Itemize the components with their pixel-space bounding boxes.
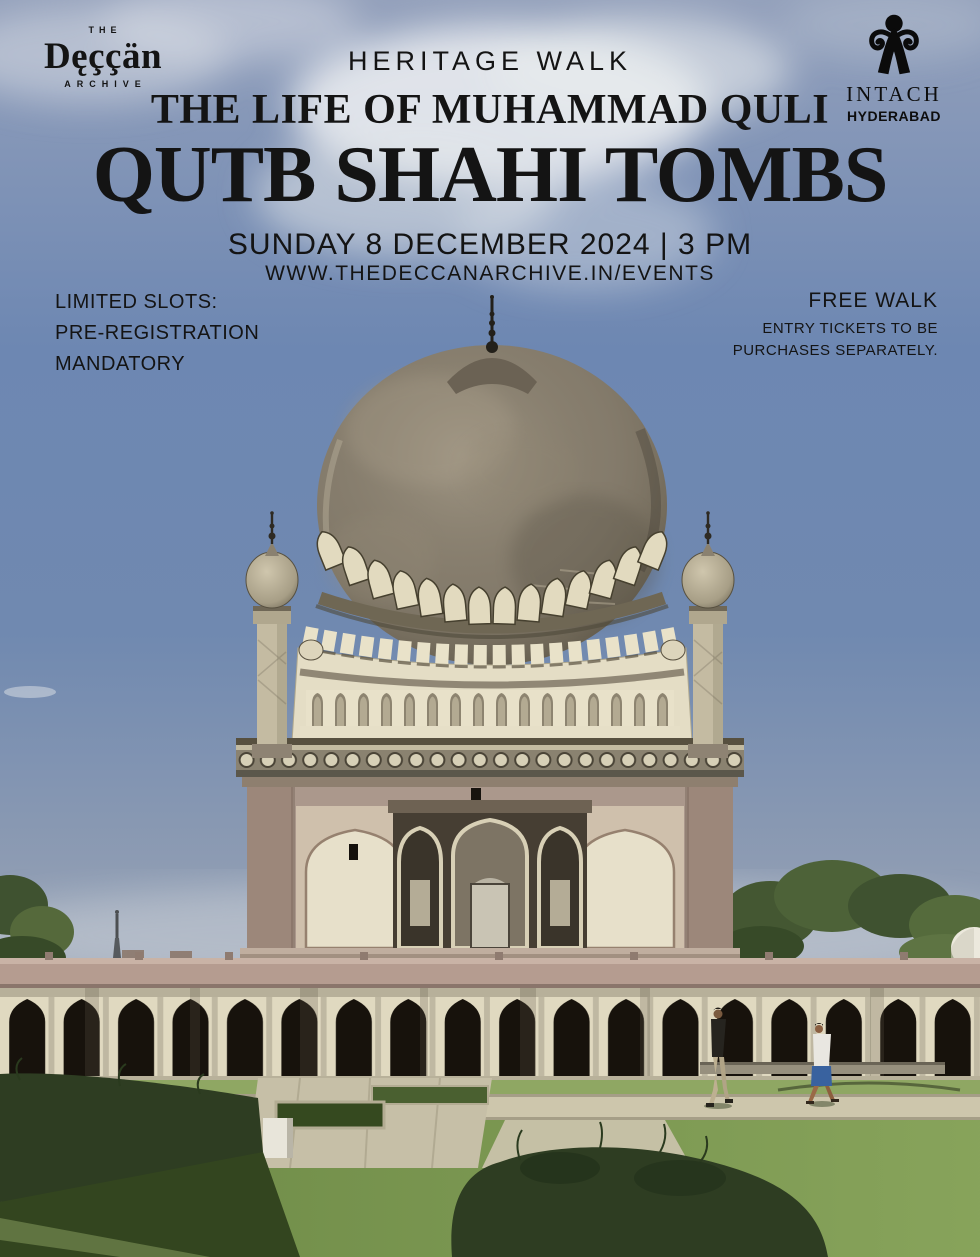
pricing-note-title: FREE WALK bbox=[808, 289, 938, 312]
pricing-note bbox=[733, 289, 938, 362]
event-type-label: HERITAGE WALK bbox=[347, 46, 633, 76]
brand-name: Dęççän bbox=[43, 36, 163, 77]
brand-prefix: THE bbox=[88, 25, 122, 35]
pricing-note-line3: PURCHASES SEPARATELY. bbox=[732, 342, 938, 359]
intach-city: HYDERABAD bbox=[847, 108, 941, 124]
plant-bed bbox=[372, 1086, 488, 1104]
registration-note-line3: MANDATORY bbox=[55, 353, 186, 375]
colonnade-wall bbox=[0, 952, 980, 1084]
balcony-cornice bbox=[236, 738, 744, 787]
facade bbox=[240, 787, 740, 978]
registration-note bbox=[55, 287, 259, 380]
intach-figure-icon bbox=[863, 14, 925, 80]
pricing-note-line2: ENTRY TICKETS TO BE bbox=[762, 320, 938, 337]
event-datetime: SUNDAY 8 DECEMBER 2024 | 3 PM bbox=[227, 228, 753, 261]
event-subtitle: THE LIFE OF MUHAMMAD QULI bbox=[150, 87, 830, 133]
intach-logo bbox=[824, 14, 964, 123]
event-title: QUTB SHAHI TOMBS bbox=[92, 131, 888, 219]
brand-suffix: ARCHIVE bbox=[64, 79, 147, 89]
event-website: WWW.THEDECCANARCHIVE.IN/EVENTS bbox=[265, 262, 715, 285]
registration-note-line1: LIMITED SLOTS: bbox=[55, 291, 218, 313]
registration-note-line2: PRE-REGISTRATION bbox=[55, 322, 260, 344]
portico bbox=[388, 788, 592, 948]
intach-name: INTACH bbox=[846, 82, 942, 106]
